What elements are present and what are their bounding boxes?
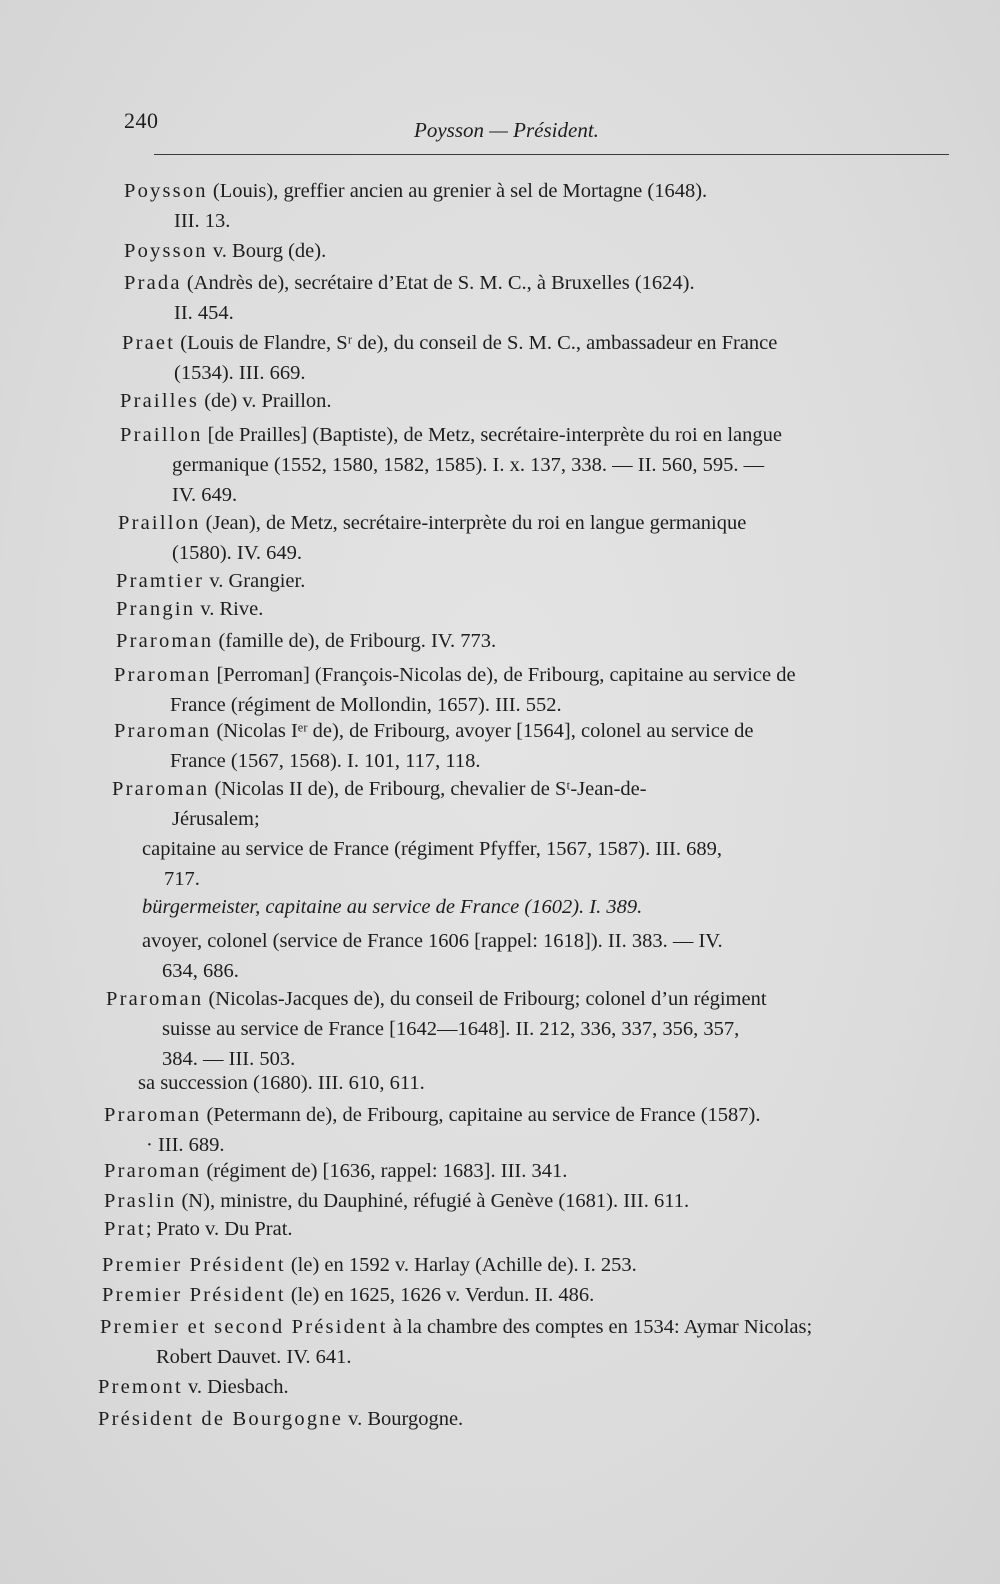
entry-continuation: (1534). III. 669. [174,362,306,384]
entry-text: (N), ministre, du Dauphiné, réfugié à Genève (1681). III. 611. [176,1190,690,1212]
entry-text: [Perroman] (François-Nicolas de), de Fribourg, capitaine au service de [211,664,796,686]
entry-continuation: 634, 686. [162,960,239,982]
entry-head: Praroman [112,778,210,800]
entry-head: Prat [104,1218,146,1240]
entry-text: (Petermann de), de Fribourg, capitaine au service de France (1587). [201,1104,761,1126]
entry-text: v. Bourgogne. [343,1408,464,1430]
entry-text: sa succession (1680). III. 610, 611. [138,1072,425,1094]
entry-continuation: Robert Dauvet. IV. 641. [156,1346,352,1368]
entry-head: Praillon [118,512,201,534]
entry-head: Praillon [120,424,203,446]
index-entry [142,926,723,986]
entry-head: Praroman [114,664,212,686]
running-title: Poysson — Président. [414,118,599,142]
entry-head: Pramtier [116,570,205,592]
index-entry [122,328,777,388]
index-entry [116,566,305,596]
index-entry [114,716,753,776]
entry-text: (Louis), greffier ancien au grenier à sel de Mortagne (1648). [207,180,708,202]
entry-text: (Andrès de), secrétaire d’Etat de S. M. C., à Bruxelles (1624). [181,272,695,294]
entry-continuation: germanique (1552, 1580, 1582, 1585). I. x. 137, 338. — II. 560, 595. — [172,454,765,476]
entry-text: ; Prato v. Du Prat. [145,1218,293,1240]
index-entry [112,774,647,834]
entry-head: Praroman [106,988,204,1010]
entry-head: Premont [98,1376,183,1398]
entry-continuation: III. 13. [174,210,231,232]
index-entry [142,892,642,922]
entry-text: (le) en 1592 v. Harlay (Achille de). I. 253. [285,1254,637,1276]
entry-continuation: · III. 689. [146,1134,225,1156]
entry-head: Praslin [104,1190,177,1212]
entry-text: v. Rive. [195,598,264,620]
entry-text: [de Prailles] (Baptiste), de Metz, secrétaire-interprète du roi en langue [202,424,782,446]
entry-text: avoyer, colonel (service de France 1606 [rappel: 1618]). II. 383. — IV. [142,930,723,952]
index-entry [120,386,332,416]
index-entry [98,1372,289,1402]
entry-head: Prailles [120,390,200,412]
index-entry [102,1250,637,1280]
entry-continuation: IV. 649. [172,484,238,506]
index-entry [116,626,496,656]
index-entry [106,984,767,1074]
entry-text: capitaine au service de France (régiment Pfyffer, 1567, 1587). III. 689, [142,838,722,860]
entry-head: Premier et second Président [100,1316,388,1338]
index-entry [104,1186,689,1216]
entry-text: v. Diesbach. [182,1376,289,1398]
index-entry [114,660,796,720]
index-entry [124,268,695,328]
index-entry [100,1312,812,1372]
entry-text: (famille de), de Fribourg. IV. 773. [213,630,497,652]
index-entry [120,420,782,510]
index-entry [104,1100,761,1160]
entry-head: Poysson [124,240,208,262]
entry-text: (Nicolas II de), de Fribourg, chevalier de Sᵗ-Jean-de- [209,778,647,800]
entry-head: Prada [124,272,182,294]
entry-head: Poysson [124,180,208,202]
entry-continuation: France (1567, 1568). I. 101, 117, 118. [170,750,481,772]
index-entry [116,594,263,624]
entry-text: v. Bourg (de). [207,240,327,262]
entry-text: (Nicolas Iᵉʳ de), de Fribourg, avoyer [1564], colonel au service de [211,720,754,742]
entry-continuation: (1580). IV. 649. [172,542,303,564]
entry-text: (Louis de Flandre, Sʳ de), du conseil de S. M. C., ambassadeur en France [175,332,778,354]
entry-head: Praroman [104,1160,202,1182]
entry-text: (Jean), de Metz, secrétaire-interprète du roi en langue germanique [200,512,747,534]
entry-head: Praroman [114,720,212,742]
index-entry [124,176,707,236]
entry-head: Praroman [104,1104,202,1126]
entry-continuation: 384. — III. 503. [162,1048,296,1070]
index-entry [104,1214,293,1244]
entry-continuation: II. 454. [174,302,234,324]
entry-continuation: suisse au service de France [1642—1648]. II. 212, 336, 337, 356, 357, [162,1018,740,1040]
index-entry [142,834,722,894]
entry-text: à la chambre des comptes en 1534: Aymar Nicolas; [387,1316,813,1338]
entry-continuation: Jérusalem; [172,808,260,830]
entry-continuation: France (régiment de Mollondin, 1657). III. 552. [170,694,562,716]
index-entry [138,1068,425,1098]
entry-text: (régiment de) [1636, rappel: 1683]. III. 341. [201,1160,568,1182]
entry-head: Prangin [116,598,196,620]
entry-text: (Nicolas-Jacques de), du conseil de Fribourg; colonel d’un régiment [203,988,767,1010]
entry-text: (le) en 1625, 1626 v. Verdun. II. 486. [285,1284,595,1306]
entry-head: Praroman [116,630,214,652]
entry-text: bürgermeister, capitaine au service de France (1602). I. 389. [142,896,643,918]
page-number: 240 [124,108,159,133]
entry-head: Premier Président [102,1254,286,1276]
index-entry [118,508,746,568]
entry-text: (de) v. Praillon. [199,390,332,412]
index-entry [98,1404,463,1434]
index-entry [102,1280,594,1310]
entry-head: Premier Président [102,1284,286,1306]
index-entry [104,1156,567,1186]
entry-text: v. Grangier. [204,570,306,592]
index-entry [124,236,326,266]
entry-head: Praet [122,332,176,354]
entry-head: Président de Bourgogne [98,1408,344,1430]
entry-continuation: 717. [164,868,200,890]
